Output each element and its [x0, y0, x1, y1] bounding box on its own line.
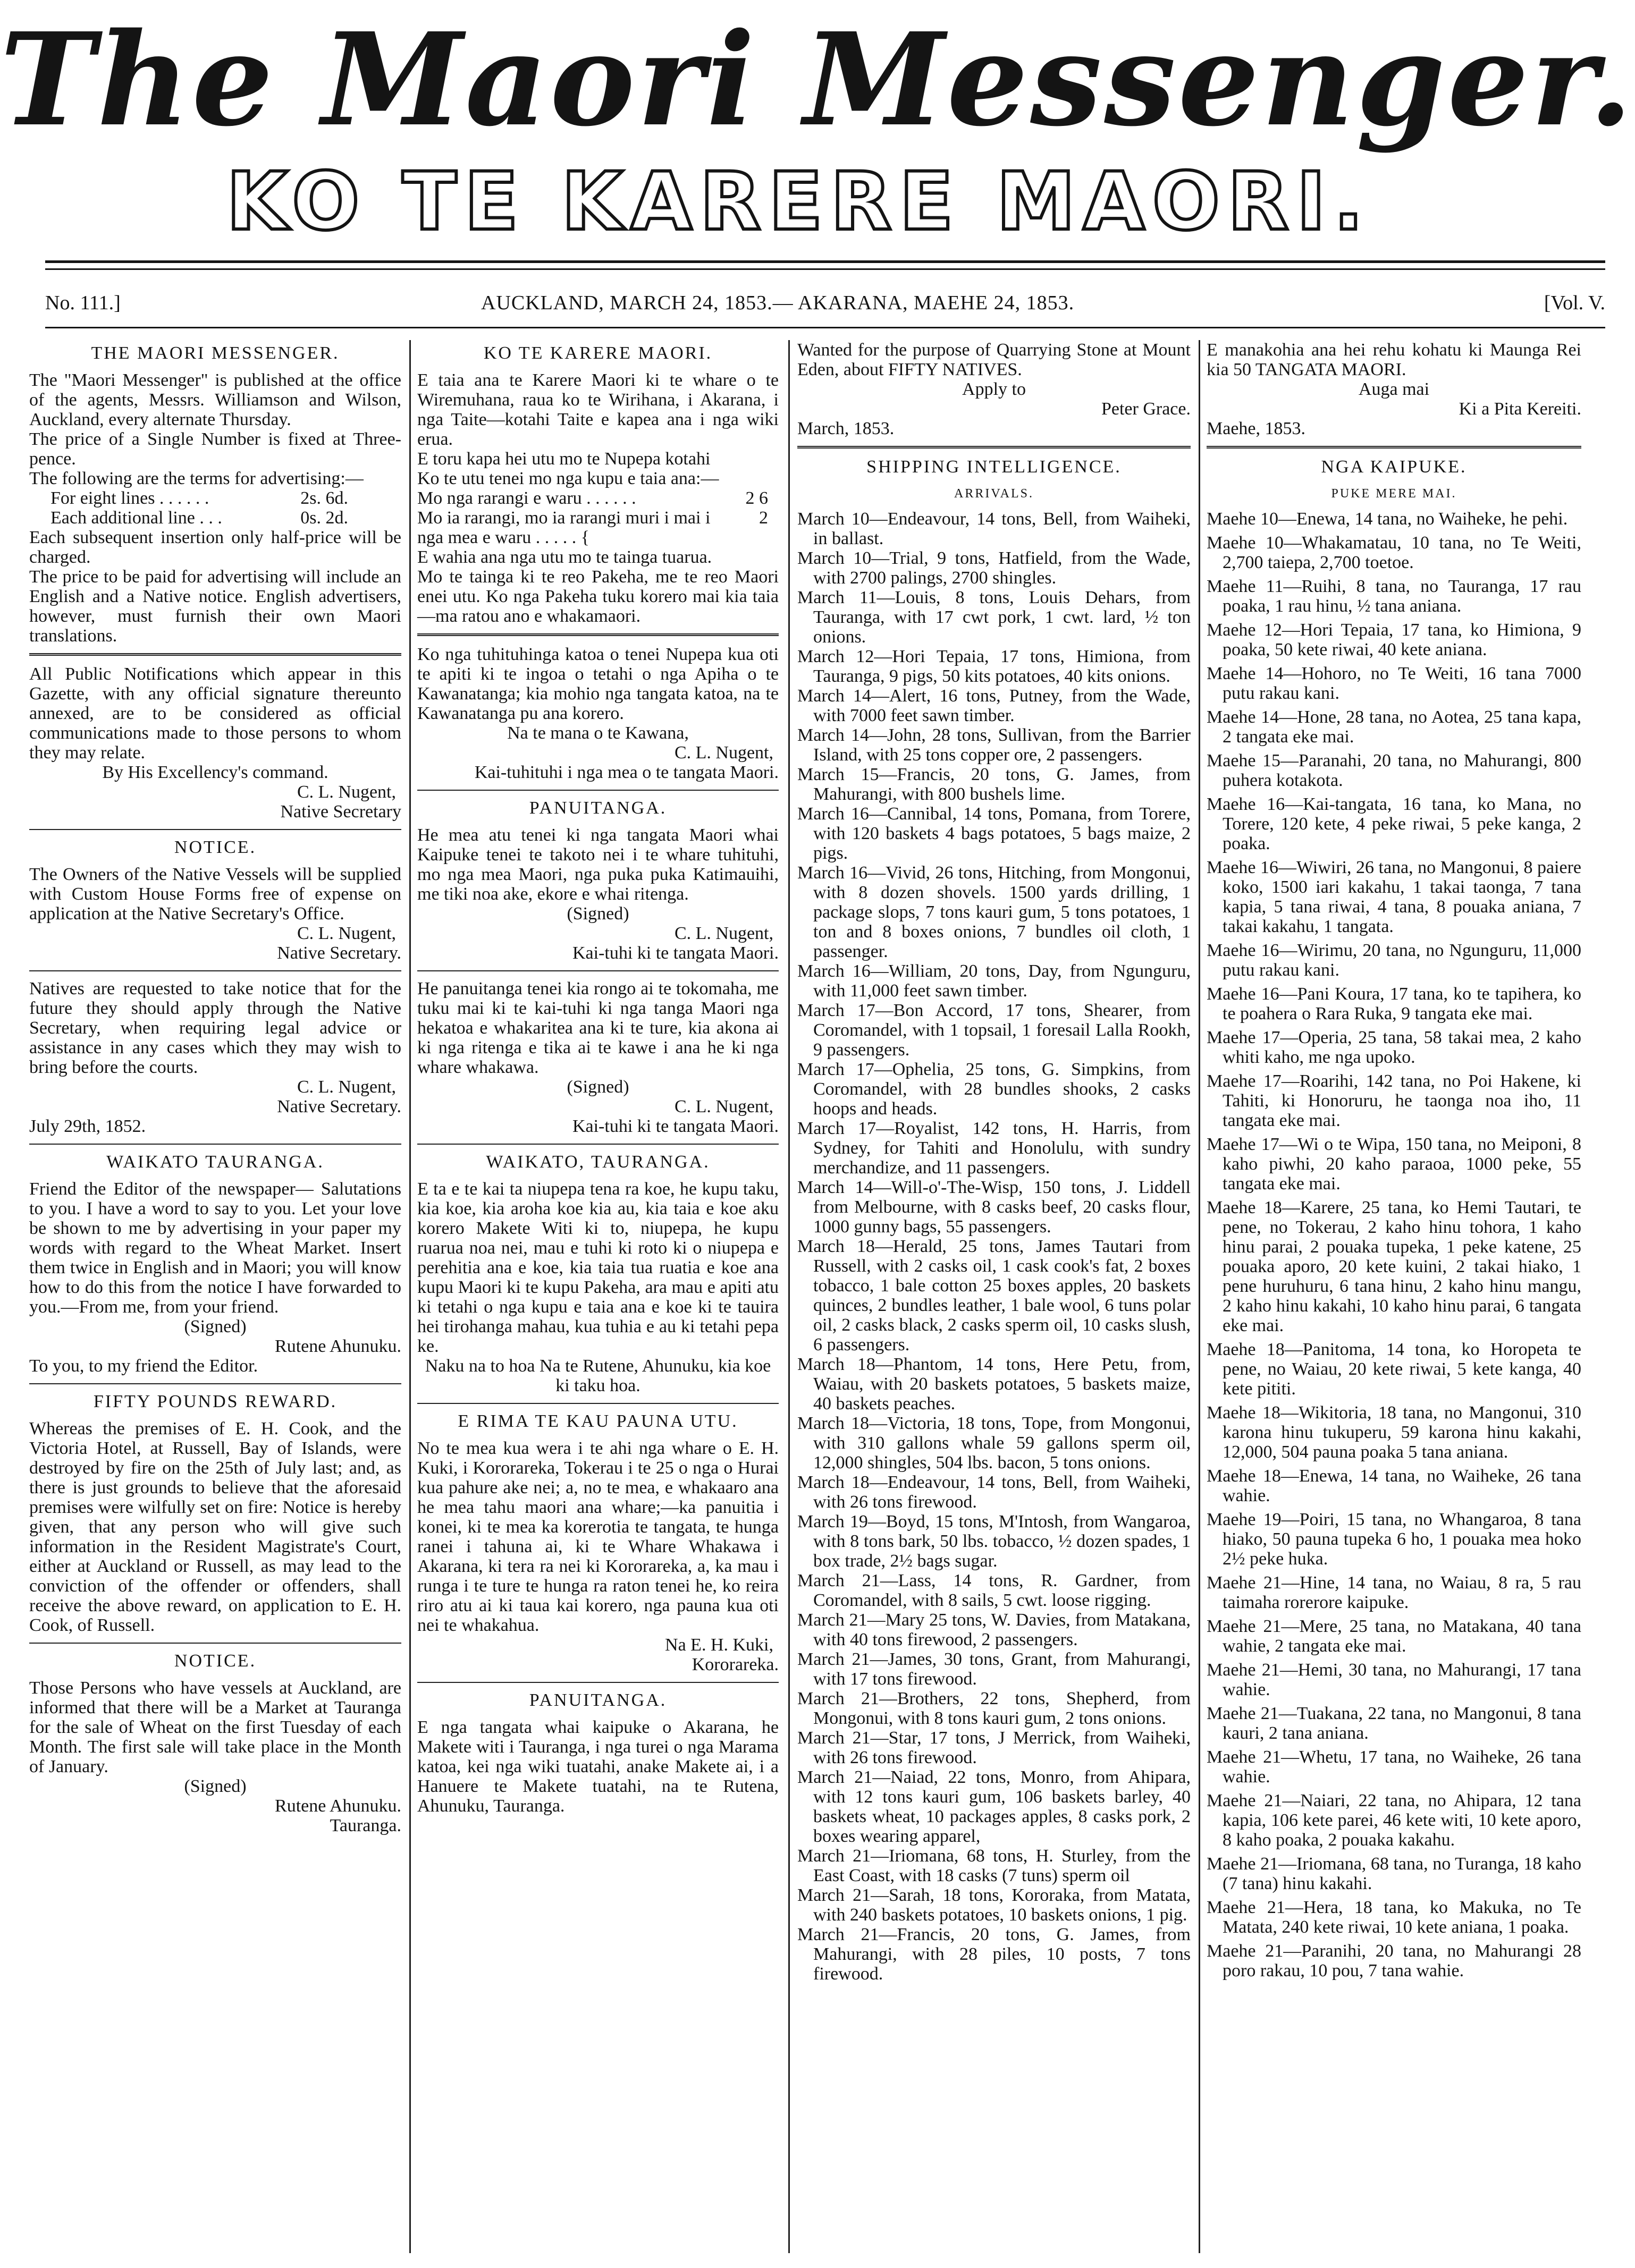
section-divider — [29, 1383, 401, 1384]
market-notice-maori — [417, 1690, 779, 1816]
shipping-entry: Maehe 17—Operia, 25 tana, 58 takai mea, 2 kaho whiti kaho, me nga upoko. — [1207, 1028, 1581, 1067]
shipping-entry: Maehe 16—Wirimu, 20 tana, no Ngunguru, 11,000 putu rakau kani. — [1207, 941, 1581, 980]
shipping-entry: Maehe 21—Naiari, 22 tana, no Ahipara, 12 tana kapia, 106 kete parei, 46 kete witi, 10 kete aporo, 8 kaho poaka, 2 pouaka kakahu. — [1207, 1791, 1581, 1850]
shipping-entry: March 21—Brothers, 22 tons, Shepherd, from Mongonui, with 8 tons kauri gum, 2 tons onions. — [797, 1689, 1191, 1728]
section-subheading: PUKE MERE MAI. — [1331, 487, 1457, 501]
rate-label: Mo nga rarangi e waru . . . . . . — [417, 488, 636, 508]
shipping-entry: Maehe 21—Tuakana, 22 tana, no Mangonui, 8 tana kauri, 2 tana aniana. — [1207, 1704, 1581, 1743]
rate-price: 2 6 — [745, 488, 768, 508]
signer-title: Native Secretary — [280, 802, 401, 822]
signer: Rutene Ahunuku. — [275, 1336, 401, 1356]
newspaper-title: The Maori Messenger. — [0, 5, 1635, 155]
shipping-entry: March 21—Sarah, 18 tons, Kororaka, from Matata, with 240 baskets potatoes, 10 baskets onions, 1 pig. — [797, 1885, 1191, 1925]
shipping-entry: March 19—Boyd, 15 tons, M'Intosh, from Wangaroa, with 8 tons bark, 50 lbs. tobacco, ½ dozen spades, 1 box trade, 2½ bags sugar. — [797, 1512, 1191, 1571]
paragraph: The price to be paid for advertising will include an English and a Native notice. English advertisers, however, must furnish their own Maori translations. — [29, 567, 401, 646]
addressee: To you, to my friend the Editor. — [29, 1356, 258, 1376]
advert-date: March, 1853. — [797, 419, 895, 438]
notice-section — [29, 837, 401, 963]
masthead-rule-bottom — [45, 268, 1605, 270]
section-divider — [29, 1144, 401, 1145]
signer: Na E. H. Kuki, — [665, 1635, 773, 1655]
shipping-entry: Maehe 14—Hone, 28 tana, no Aotea, 25 tana kapa, 2 tangata eke mai. — [1207, 707, 1581, 747]
kaipuke-list — [1207, 509, 1581, 1981]
section-heading: THE MAORI MESSENGER. — [91, 343, 340, 363]
shipping-entry: Maehe 21—Whetu, 17 tana, no Waiheke, 26 tana wahie. — [1207, 1747, 1581, 1787]
issue-number: No. 111.] — [45, 292, 121, 314]
paragraph: No te mea kua wera i te ahi nga whare o E. H. Kuki, i Kororareka, Tokerau i te 25 o nga o Hurai kua pahure ake nei; a, no te mea, e whakaaro ana he mea tahu maori ana whare;—ka panuitia i konei, ki te mea ka korerotia te tangata, te hunga ranei i tahuna ai, ki te Whare Whakawa i Akarana, ki tera ra nei ki Kororareka, a, ka mau i runga i te ture te hunga ra raton tenei he, ko reira riro atu ai ki taua kai korero, nga pauna kua oti nei te whakahua. — [417, 1438, 779, 1635]
shipping-entry: Maehe 18—Karere, 25 tana, ko Hemi Tautari, te pene, no Tokerau, 2 kaho hinu tohora, 1 kaho hinu parai, 2 pouaka tupeka, 1 peke katene, 25 pouaka aporo, 20 kete kuini, 2 takai hiako, 1 pene huruhuru, 6 tana hinu, 2 kaho hinu mangu, 2 kaho hinu kakahi, 10 kaho hinu parai, 6 tangata eke mai. — [1207, 1198, 1581, 1335]
shipping-entry: Maehe 16—Wiwiri, 26 tana, no Mangonui, 8 paiere koko, 1500 iari kakahu, 1 takai taonga, 7 tana kapia, 5 tana riwai, 4 tana, 8 pouaka aniana, 7 takai kakahu, 1 tangata. — [1207, 858, 1581, 936]
shipping-entry: Maehe 18—Wikitoria, 18 tana, no Mangonui, 310 karona hinu tukuperu, 59 karona hinu kakahi, 12,000, 504 pauna poaka 5 tana aniana. — [1207, 1403, 1581, 1462]
column-divider — [409, 340, 411, 2253]
nga-kaipuke — [1207, 457, 1581, 1981]
section-heading: SHIPPING INTELLIGENCE. — [866, 457, 1122, 477]
signer-title: Kai-tuhituhi i nga mea o te tangata Maori. — [474, 763, 779, 782]
panuitanga-section — [417, 979, 779, 1136]
signer: C. L. Nugent, — [297, 1077, 396, 1097]
column-divider — [1199, 340, 1200, 2253]
paragraph: He mea atu tenei ki nga tangata Maori whai Kaipuke tenei te takoto nei i te whare tuhituhi, mo nga mea Maori, nga puka puka Katimauihi, me tiki noa ake, ekore e whai ritenga. — [417, 825, 779, 904]
section-heading: WAIKATO TAURANGA. — [106, 1152, 324, 1172]
section-heading: NOTICE. — [174, 1651, 257, 1671]
rate-row — [417, 508, 779, 547]
paragraph: Mo te tainga ki te reo Pakeha, me te reo Maori enei utu. Ko nga Pakeha tuku korero mai kia taia—ma ratou ano e whakamaori. — [417, 567, 779, 626]
shipping-entry: Maehe 18—Panitoma, 14 tona, ko Horopeta te pene, no Waiau, 20 kete riwai, 5 kete kanga, 40 kete pititi. — [1207, 1340, 1581, 1399]
shipping-entry: Maehe 21—Hemi, 30 tana, no Mahurangi, 17 tana wahie. — [1207, 1660, 1581, 1699]
paragraph: Each subsequent insertion only half-price will be charged. — [29, 528, 401, 567]
dateline — [45, 287, 1605, 319]
paragraph: All Public Notifications which appear in this Gazette, with any official signature thereunto annexed, are to be considered as official communications made to those persons to whom they may relate. — [29, 664, 401, 763]
wanted-advert-maori — [1207, 340, 1581, 438]
shipping-entry: March 17—Ophelia, 25 tons, G. Simpkins, from Coromandel, with 28 bundles shooks, 2 casks hoops and heads. — [797, 1060, 1191, 1119]
shipping-entry: Maehe 18—Enewa, 14 tana, no Waiheke, 26 tana wahie. — [1207, 1466, 1581, 1505]
shipping-entry: March 10—Endeavour, 14 tons, Bell, from Waiheki, in ballast. — [797, 509, 1191, 548]
paragraph: E manakohia ana hei rehu kohatu ki Maunga Rei kia 50 TANGATA MAORI. — [1207, 340, 1581, 379]
shipping-entry: Maehe 19—Poiri, 15 tana, no Whangaroa, 8 tana hiako, 50 pauna tupeka 6 ho, 1 pouaka mea hoko 2½ peke huka. — [1207, 1510, 1581, 1569]
shipping-entry: March 21—Francis, 20 tons, G. James, from Mahurangi, with 28 piles, 10 posts, 7 tons firewood. — [797, 1925, 1191, 1984]
section-heading: NOTICE. — [174, 837, 257, 857]
advertiser-name: Ki a Pita Kereiti. — [1459, 399, 1581, 419]
shipping-entry: March 14—Will-o'-The-Wisp, 150 tons, J. Liddell from Melbourne, with 8 casks beef, 20 casks flour, 1000 gunny bags, 55 passengers. — [797, 1178, 1191, 1237]
rate-price: 0s. 2d. — [300, 508, 348, 528]
shipping-entry: Maehe 11—Ruihi, 8 tana, no Tauranga, 17 rau poaka, 1 rau hinu, ½ tana aniana. — [1207, 577, 1581, 616]
shipping-entry: March 18—Victoria, 18 tons, Tope, from Mongonui, with 310 gallons whale 59 gallons sperm oil, 12,000 shingles, 504 lbs. bacon, 5 tons onions. — [797, 1414, 1191, 1472]
advertiser-name: Peter Grace. — [1101, 399, 1191, 419]
signer: C. L. Nugent, — [674, 924, 773, 943]
advert-date: Maehe, 1853. — [1207, 419, 1306, 438]
shipping-entry: March 21—Lass, 14 tons, R. Gardner, from Coromandel, with 8 sails, 5 cwt. loose rigging. — [797, 1571, 1191, 1610]
signer: C. L. Nugent, — [297, 924, 396, 943]
shipping-entry: March 15—Francis, 20 tons, G. James, from Mahurangi, with 800 bushels lime. — [797, 765, 1191, 804]
newspaper-subtitle: KO TE KARERE MAORI. — [226, 156, 1371, 248]
shipping-entry: Maehe 14—Hohoro, no Te Weiti, 16 tana 7000 putu rakau kani. — [1207, 664, 1581, 703]
shipping-entry: Maehe 17—Roarihi, 142 tana, no Poi Hakene, ki Tahiti, ki Honoruru, he taonga noa iho, 11 tangata eke mai. — [1207, 1071, 1581, 1130]
shipping-entry: March 14—John, 28 tons, Sullivan, from the Barrier Island, with 25 tons copper ore, 2 passengers. — [797, 725, 1191, 765]
section-divider — [417, 970, 779, 971]
section-divider — [417, 790, 779, 791]
shipping-entry: Maehe 10—Whakamatau, 10 tana, no Te Weiti, 2,700 taiepa, 2,700 toetoe. — [1207, 533, 1581, 572]
shipping-entry: March 16—Cannibal, 14 tons, Pomana, from Torere, with 120 baskets 4 bags potatoes, 5 bags maize, 2 pigs. — [797, 804, 1191, 863]
authority-line: Na te mana o te Kawana, — [507, 723, 689, 743]
karere-section — [417, 343, 779, 626]
section-divider — [417, 1682, 779, 1683]
shipping-entry: March 18—Phantom, 14 tons, Here Petu, from, Waiau, with 20 baskets potatoes, 5 baskets maize, 40 baskets peaches. — [797, 1355, 1191, 1414]
paragraph: Wanted for the purpose of Quarrying Stone at Mount Eden, about FIFTY NATIVES. — [797, 340, 1191, 379]
shipping-entry: Maehe 12—Hori Tepaia, 17 tana, ko Himiona, 9 poaka, 50 kete riwai, 40 kete aniana. — [1207, 620, 1581, 659]
shipping-entry: March 16—William, 20 tons, Day, from Ngunguru, with 11,000 feet sawn timber. — [797, 961, 1191, 1001]
wanted-advert — [797, 340, 1191, 438]
paragraph: E taia ana te Karere Maori ki te whare o te Wiremuhana, raua ko te Wirihana, i Akarana, i nga Taite—kotahi Taite e kapea ana i nga wiki erua. — [417, 370, 779, 449]
shipping-entry: March 11—Louis, 8 tons, Louis Dehars, from Tauranga, with 17 cwt pork, 1 cwt. lard, ½ ton onions. — [797, 588, 1191, 647]
natives-notice — [29, 979, 401, 1136]
section-divider — [29, 970, 401, 971]
shipping-entry: Maehe 21—Hine, 14 tana, no Waiau, 8 ra, 5 rau taimaha rorerore kaipuke. — [1207, 1573, 1581, 1612]
apply-line: Auga mai — [1358, 379, 1430, 399]
issue-date: AUCKLAND, MARCH 24, 1853.— AKARANA, MAEHE 24, 1853. — [481, 292, 1075, 314]
signed-label: (Signed) — [567, 1077, 629, 1097]
shipping-entry: March 18—Endeavour, 14 tons, Bell, from Waiheki, with 26 tons firewood. — [797, 1472, 1191, 1512]
section-divider — [417, 1144, 779, 1145]
shipping-entry: March 21—Iriomana, 68 tons, H. Sturley, from the East Coast, with 18 casks (7 tuns) sperm oil — [797, 1846, 1191, 1885]
column-divider — [788, 340, 790, 2253]
column-3 — [797, 340, 1191, 2253]
rate-row — [29, 488, 401, 508]
paragraph: E ta e te kai ta niupepa tena ra koe, he kupu taku, kia koe, kia aroha koe kia au, kia taia e koe aku korero Makete Witi ki to, niupepa, he kupu ruarua noa nei, mau e tuhi ki roto ki o niupepa e perehitia ana e koe, kia taia tua ruatia e koe ana kupu Maori ki te kupu Pakeha, ara mau e apiti atu ki tetahi o nga kupu e taia ana e koe ki te tauira hei tirohanga mahau, kua tuhia e au ki tetahi pepa ke. — [417, 1179, 779, 1356]
section-heading: WAIKATO, TAURANGA. — [486, 1152, 710, 1172]
paragraph: Those Persons who have vessels at Auckland, are informed that there will be a Market at Tauranga for the sale of Wheat on the first Tuesday of each Month. The first sale will take place in the Month of January. — [29, 1678, 401, 1776]
rate-label: Each additional line . . . — [50, 508, 222, 528]
paragraph: He panuitanga tenei kia rongo ai te tokomaha, me tuku mai ki te kai-tuhi ki nga tanga Maori nga hekatoa e whakaritea ana ki te ture, kia akona ai ki nga ritenga e tika ai te kawe i ana he ki nga whare whakawa. — [417, 979, 779, 1077]
column-2 — [417, 340, 779, 2253]
closing-line: Naku na to hoa Na te Rutene, Ahunuku, kia koe ki taku hoa. — [425, 1356, 771, 1395]
rate-label: Mo ia rarangi, mo ia rarangi muri i mai i nga mea e waru . . . . . { — [417, 508, 711, 547]
section-divider — [29, 653, 401, 656]
shipping-entry: March 18—Herald, 25 tons, James Tautari from Russell, with 2 casks oil, 1 cask cook's fat, 2 boxes tobacco, 1 bale cotton 25 boxes apples, 20 baskets quinces, 2 bundles leather, 1 bale wool, 6 tuns polar oil, 2 casks black, 2 casks sperm oil, 10 casks slush, 6 passengers. — [797, 1237, 1191, 1355]
tuhituhinga-section — [417, 645, 779, 782]
rate-row — [417, 488, 779, 508]
paragraph: The price of a Single Number is fixed at Three-pence. — [29, 429, 401, 469]
paragraph: The following are the terms for advertising:— — [29, 469, 364, 488]
apply-line: Apply to — [962, 379, 1026, 399]
shipping-entry: March 10—Trial, 9 tons, Hatfield, from the Wade, with 2700 palings, 2700 shingles. — [797, 548, 1191, 588]
rate-price: 2s. 6d. — [300, 488, 348, 508]
shipping-entry: Maehe 21—Hera, 18 tana, ko Makuka, no Te Matata, 240 kete riwai, 10 kete aniana, 1 poaka. — [1207, 1898, 1581, 1937]
shipping-entry: March 12—Hori Tepaia, 17 tons, Himiona, from Tauranga, 9 pigs, 50 kits potatoes, 40 kits onions. — [797, 647, 1191, 686]
rate-label: For eight lines . . . . . . — [50, 488, 209, 508]
shipping-entry: Maehe 16—Pani Koura, 17 tana, ko te tapihera, ko te poahera o Rara Ruka, 9 tangata eke mai. — [1207, 984, 1581, 1023]
shipping-entry: March 21—Mary 25 tons, W. Davies, from Matakana, with 40 tons firewood, 2 passengers. — [797, 1610, 1191, 1649]
waikato-letter-maori — [417, 1152, 779, 1395]
shipping-entry: Maehe 21—Iriomana, 68 tana, no Turanga, 18 kaho (7 tana) hinu kakahi. — [1207, 1854, 1581, 1893]
notice-date: July 29th, 1852. — [29, 1116, 146, 1136]
section-divider — [417, 633, 779, 636]
signer: C. L. Nugent, — [674, 1097, 773, 1116]
section-heading: PANUITANGA. — [529, 798, 667, 818]
masthead-rule-top — [45, 260, 1605, 263]
shipping-entry: March 16—Vivid, 26 tons, Hitching, from Mongonui, with 8 dozen shovels. 1500 yards drilling, 1 package slops, 7 tons kauri gum, 5 tons potatoes, 1 ton and 8 boxes onions, 7 bundles oil cloth, 1 passenger. — [797, 863, 1191, 961]
shipping-entry: Maehe 21—Mere, 25 tana, no Matakana, 40 tana wahie, 2 tangata eke mai. — [1207, 1617, 1581, 1656]
section-divider — [29, 829, 401, 830]
rate-row — [29, 508, 401, 528]
reward-notice — [29, 1392, 401, 1635]
paragraph: E toru kapa hei utu mo te Nupepa kotahi — [417, 449, 711, 469]
section-heading: KO TE KARERE MAORI. — [483, 343, 713, 363]
shipping-entry: Maehe 17—Wi o te Wipa, 150 tana, no Meiponi, 8 kaho piwhi, 20 kaho paraoa, 1000 peke, 55 tangata eke mai. — [1207, 1135, 1581, 1194]
signed-label: (Signed) — [184, 1317, 247, 1336]
command-line: By His Excellency's command. — [102, 763, 328, 782]
paragraph: Natives are requested to take notice that for the future they should apply through the Native Secretary, when requiring legal advice or assistance in any cases which they may wish to bring before the courts. — [29, 979, 401, 1077]
shipping-entry: Maehe 10—Enewa, 14 tana, no Waiheke, he pehi. — [1207, 509, 1568, 529]
section-divider — [417, 1403, 779, 1404]
signer-title: Kai-tuhi ki te tangata Maori. — [572, 943, 779, 963]
paragraph: E wahia ana nga utu mo te tainga tuarua. — [417, 547, 712, 567]
column-4 — [1207, 340, 1581, 2253]
shipping-entry: Maehe 16—Kai-tangata, 16 tana, ko Mana, no Torere, 120 kete, 4 peke riwai, 5 peke kanga, 2 poaka. — [1207, 794, 1581, 853]
shipping-intelligence — [797, 457, 1191, 1984]
shipping-entry: March 21—Naiad, 22 tons, Monro, from Ahipara, with 12 tons kauri gum, 106 baskets barley, 40 baskets wheat, 10 packages apples, 8 casks pork, 2 boxes wearing apparel, — [797, 1767, 1191, 1846]
signer: C. L. Nugent, — [674, 743, 773, 763]
signer: Rutene Ahunuku. — [275, 1796, 401, 1816]
shipping-entry: March 21—Star, 17 tons, J Merrick, from Waiheki, with 26 tons firewood. — [797, 1728, 1191, 1767]
paragraph: The "Maori Messenger" is published at the office of the agents, Messrs. Williamson and Wilson, Auckland, every alternate Thursday. — [29, 370, 401, 429]
masthead — [0, 0, 1635, 250]
paragraph: Ko te utu tenei mo nga kupu e taia ana:— — [417, 469, 719, 488]
dateline-rule — [45, 327, 1605, 328]
signer-title: Kai-tuhi ki te tangata Maori. — [572, 1116, 779, 1136]
section-divider — [797, 446, 1191, 448]
section-heading: PANUITANGA. — [529, 1690, 667, 1710]
shipping-entry: Maehe 21—Paranihi, 20 tana, no Mahurangi 28 poro rakau, 10 pou, 7 tana wahie. — [1207, 1941, 1581, 1981]
notifications-section — [29, 664, 401, 822]
waikato-letter — [29, 1152, 401, 1376]
panuitanga-section — [417, 798, 779, 963]
paragraph: Whereas the premises of E. H. Cook, and the Victoria Hotel, at Russell, Bay of Islands, were destroyed by fire on the 25th of July last; and, as there is just grounds to believe that the aforesaid premises were wilfully set on fire: Notice is hereby given, that any person who will give such information in the Resident Magistrate's Court, either at Auckland or Russell, as may lead to the conviction of the offender or offenders, shall receive the above reward, on application to E. H. Cook, of Russell. — [29, 1419, 401, 1635]
section-divider — [1207, 446, 1581, 448]
section-divider — [29, 1643, 401, 1644]
column-1 — [29, 340, 401, 2253]
shipping-entry: March 14—Alert, 16 tons, Putney, from the Wade, with 7000 feet sawn timber. — [797, 686, 1191, 725]
volume: [Vol. V. — [1544, 292, 1605, 314]
signer-place: Kororareka. — [692, 1655, 779, 1674]
signed-label: (Signed) — [567, 904, 629, 924]
reward-notice-maori — [417, 1411, 779, 1674]
paragraph: Ko nga tuhituhinga katoa o tenei Nupepa kua oti te apiti ki te ingoa o tetahi o nga Apiha o te Kawanatanga; kia mohio nga tangata katoa, na te Kawanatanga pu ana korero. — [417, 645, 779, 723]
shipping-entry: March 21—James, 30 tons, Grant, from Mahurangi, with 17 tons firewood. — [797, 1649, 1191, 1689]
section-subheading: ARRIVALS. — [954, 487, 1034, 501]
section-heading: FIFTY POUNDS REWARD. — [93, 1392, 338, 1411]
arrivals-list — [797, 509, 1191, 1984]
shipping-entry: Maehe 15—Paranahi, 20 tana, no Mahurangi, 800 puhera kotakota. — [1207, 751, 1581, 790]
rate-price: 2 — [759, 508, 768, 528]
shipping-entry: March 17—Royalist, 142 tons, H. Harris, from Sydney, for Tahiti and Honolulu, with sundry merchandize, and 11 passengers. — [797, 1119, 1191, 1178]
paragraph: The Owners of the Native Vessels will be supplied with Custom House Forms free of expense on application at the Native Secretary's Office. — [29, 865, 401, 924]
signed-label: (Signed) — [184, 1776, 247, 1796]
signer-place: Tauranga. — [330, 1816, 401, 1835]
signer-title: Native Secretary. — [277, 943, 401, 963]
signer-title: Native Secretary. — [277, 1097, 401, 1116]
signer: C. L. Nugent, — [297, 782, 396, 802]
messenger-section — [29, 343, 401, 646]
section-heading: E RIMA TE KAU PAUNA UTU. — [458, 1411, 738, 1431]
shipping-entry: March 17—Bon Accord, 17 tons, Shearer, from Coromandel, with 1 topsail, 1 foresail Lalla Rookh, 9 passengers. — [797, 1001, 1191, 1060]
section-heading: NGA KAIPUKE. — [1321, 457, 1467, 477]
market-notice — [29, 1651, 401, 1835]
paragraph: E nga tangata whai kaipuke o Akarana, he Makete witi i Tauranga, i nga turei o nga Marama katoa, kei nga wiki tuatahi, anake Makete ai, i a Hanuere te Makete tuatahi, na te Rutena, Ahunuku, Tauranga. — [417, 1717, 779, 1816]
paragraph: Friend the Editor of the newspaper— Salutations to you. I have a word to say to you. Let your love be shown to me by advertising in your paper my words with regard to the Wheat Market. Insert them twice in English and in Maori; you will know how to do this from the notice I have forwarded to you.—From me, from your friend. — [29, 1179, 401, 1317]
